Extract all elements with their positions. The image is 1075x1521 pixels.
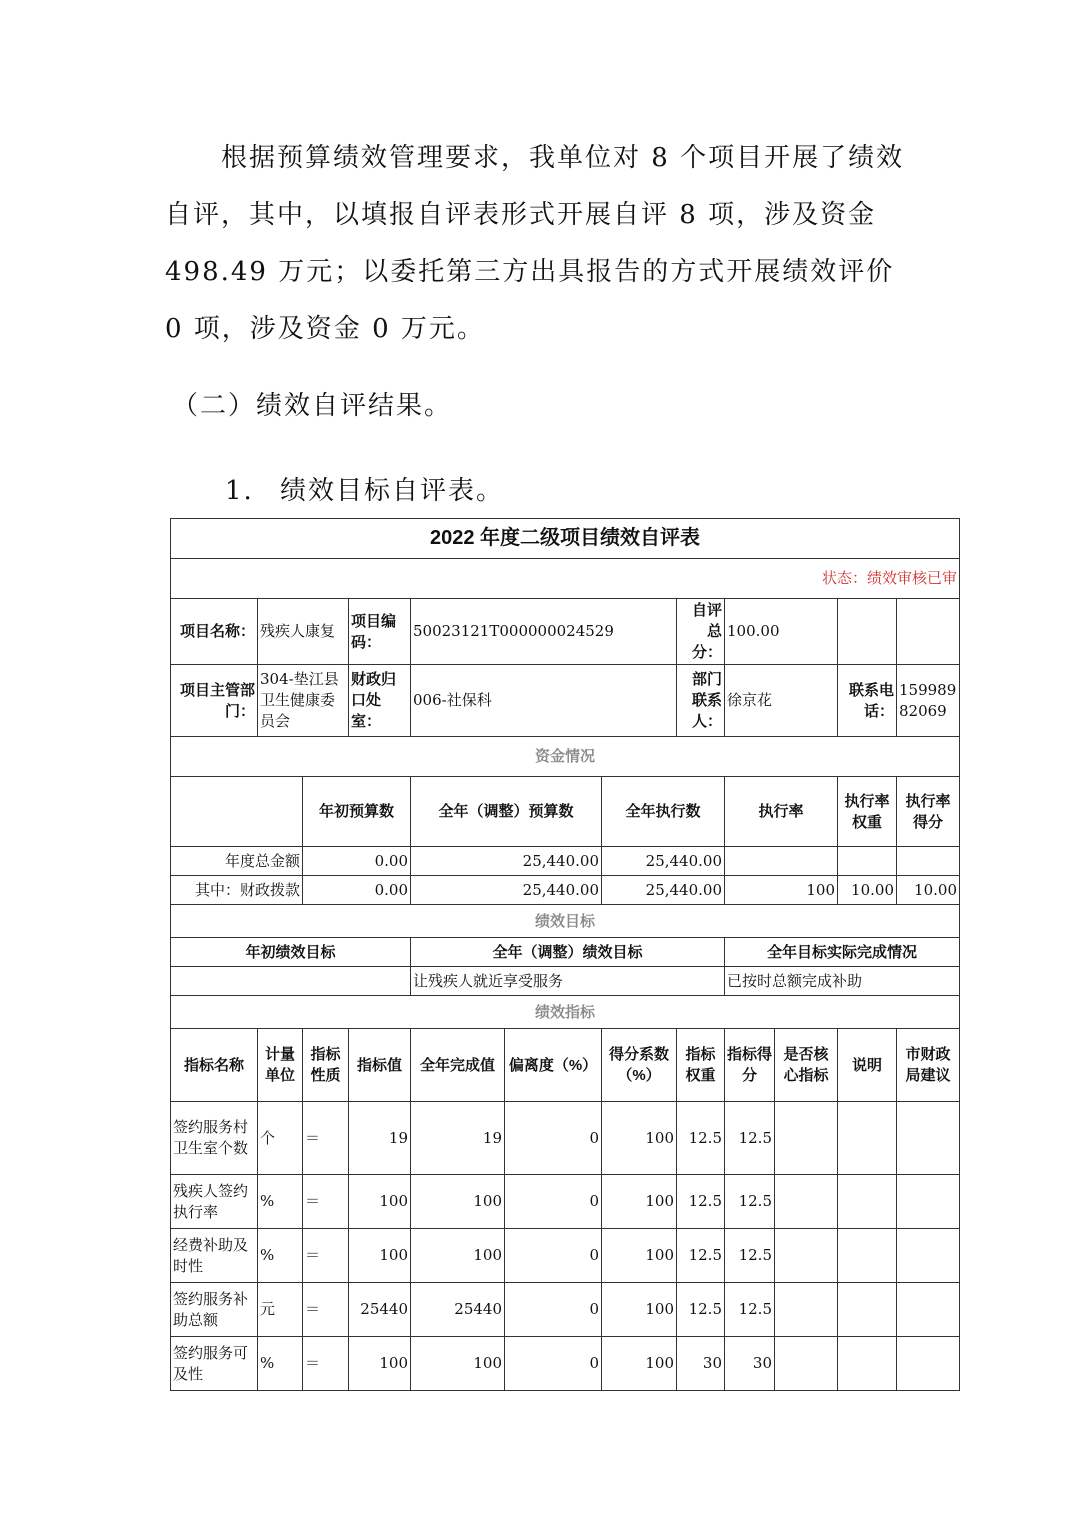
indicator-actual: 25440	[411, 1283, 505, 1337]
project-code-label: 项目编码：	[349, 599, 411, 665]
self-score-label: 自评总分：	[677, 599, 725, 665]
funds-executed: 25,440.00	[602, 847, 725, 876]
indicator-note	[838, 1102, 897, 1175]
indicator-nature: ＝	[303, 1102, 349, 1175]
indicator-advice	[897, 1175, 960, 1229]
table-row	[171, 847, 960, 876]
office-label: 财政归口处室：	[349, 665, 411, 737]
indicator-nature: ＝	[303, 1175, 349, 1229]
table-row	[171, 1337, 960, 1391]
phone-label: 联系电话：	[838, 665, 897, 737]
indicator-note	[838, 1229, 897, 1283]
section-heading: （二）绩效自评结果。	[172, 391, 453, 421]
self-score: 100.00	[725, 599, 838, 665]
indicator-header: 偏离度（%）	[505, 1029, 602, 1102]
indicator-nature: ＝	[303, 1229, 349, 1283]
funds-adjusted: 25,440.00	[411, 876, 602, 905]
empty-cell	[897, 599, 960, 665]
funds-header: 执行率得分	[897, 777, 960, 847]
indicator-actual: 19	[411, 1102, 505, 1175]
table-row	[171, 1175, 960, 1229]
indicator-header: 说明	[838, 1029, 897, 1102]
indicator-coef: 100	[602, 1337, 677, 1391]
indicator-header: 计量单位	[258, 1029, 303, 1102]
indicator-coef: 100	[602, 1229, 677, 1283]
indicator-unit: 元	[258, 1283, 303, 1337]
indicator-header: 得分系数（%）	[602, 1029, 677, 1102]
performance-evaluation-table	[170, 518, 960, 1391]
office-value: 006-社保科	[411, 665, 677, 737]
table-row	[171, 1229, 960, 1283]
indicator-core	[775, 1283, 838, 1337]
indicator-name: 经费补助及时性	[171, 1229, 258, 1283]
indicator-actual: 100	[411, 1175, 505, 1229]
indicator-deviation: 0	[505, 1229, 602, 1283]
goal-actual: 已按时总额完成补助	[725, 967, 960, 996]
indicator-deviation: 0	[505, 1283, 602, 1337]
funds-section-title: 资金情况	[171, 737, 960, 777]
indicator-unit: 个	[258, 1102, 303, 1175]
funds-header: 年初预算数	[303, 777, 411, 847]
indicator-note	[838, 1337, 897, 1391]
indicator-weight: 12.5	[677, 1229, 725, 1283]
funds-initial: 0.00	[303, 876, 411, 905]
project-name-label: 项目名称：	[171, 599, 258, 665]
funds-weight: 10.00	[838, 876, 897, 905]
indicator-coef: 100	[602, 1175, 677, 1229]
dept-value: 304-垫江县卫生健康委员会	[258, 665, 349, 737]
indicator-target: 100	[349, 1175, 411, 1229]
subsection-heading	[225, 470, 504, 507]
indicator-score: 12.5	[725, 1283, 775, 1337]
indicator-target: 100	[349, 1337, 411, 1391]
indicator-score: 12.5	[725, 1175, 775, 1229]
table-row	[171, 1102, 960, 1175]
indicator-advice	[897, 1102, 960, 1175]
indicator-note	[838, 1175, 897, 1229]
table-row	[171, 876, 960, 905]
subsection-title: 绩效目标自评表。	[280, 476, 505, 506]
indicator-unit: %	[258, 1175, 303, 1229]
project-name: 残疾人康复	[258, 599, 349, 665]
funds-header-blank	[171, 777, 303, 847]
indicator-nature: ＝	[303, 1337, 349, 1391]
dept-label: 项目主管部门：	[171, 665, 258, 737]
indicator-coef: 100	[602, 1283, 677, 1337]
project-code: 50023121T000000024529	[411, 599, 677, 665]
indicator-target: 100	[349, 1229, 411, 1283]
indicator-score: 12.5	[725, 1102, 775, 1175]
subsection-number: 1.	[225, 476, 254, 506]
funds-rate: 100	[725, 876, 838, 905]
indicator-advice	[897, 1283, 960, 1337]
indicator-deviation: 0	[505, 1175, 602, 1229]
funds-rate	[725, 847, 838, 876]
indicator-header: 是否核心指标	[775, 1029, 838, 1102]
funds-header: 执行率	[725, 777, 838, 847]
indicator-name: 签约服务可及性	[171, 1337, 258, 1391]
indicator-name: 残疾人签约执行率	[171, 1175, 258, 1229]
funds-row-label: 年度总金额	[171, 847, 303, 876]
goal-initial	[171, 967, 411, 996]
indicator-core	[775, 1337, 838, 1391]
indicator-name: 签约服务村卫生室个数	[171, 1102, 258, 1175]
indicator-core	[775, 1102, 838, 1175]
indicator-weight: 12.5	[677, 1102, 725, 1175]
indicator-coef: 100	[602, 1102, 677, 1175]
indicator-deviation: 0	[505, 1337, 602, 1391]
funds-header: 全年执行数	[602, 777, 725, 847]
indicator-header: 市财政局建议	[897, 1029, 960, 1102]
status-badge: 状态：绩效审核已审	[171, 559, 960, 599]
empty-cell	[838, 599, 897, 665]
table-title: 2022 年度二级项目绩效自评表	[171, 519, 960, 559]
indicator-nature: ＝	[303, 1283, 349, 1337]
funds-initial: 0.00	[303, 847, 411, 876]
indicator-core	[775, 1175, 838, 1229]
indicator-deviation: 0	[505, 1102, 602, 1175]
funds-score	[897, 847, 960, 876]
funds-score: 10.00	[897, 876, 960, 905]
indicator-header: 指标值	[349, 1029, 411, 1102]
indicator-header: 全年完成值	[411, 1029, 505, 1102]
indicator-weight: 12.5	[677, 1175, 725, 1229]
funds-weight	[838, 847, 897, 876]
indicator-actual: 100	[411, 1229, 505, 1283]
indicator-weight: 12.5	[677, 1283, 725, 1337]
indicator-target: 25440	[349, 1283, 411, 1337]
table-row	[171, 1283, 960, 1337]
indicator-header: 指标性质	[303, 1029, 349, 1102]
goals-section-title: 绩效目标	[171, 905, 960, 938]
indicator-target: 19	[349, 1102, 411, 1175]
indicator-advice	[897, 1337, 960, 1391]
funds-header: 执行率权重	[838, 777, 897, 847]
indicator-weight: 30	[677, 1337, 725, 1391]
indicators-section-title: 绩效指标	[171, 996, 960, 1029]
goals-header: 年初绩效目标	[171, 938, 411, 967]
contact-label: 部门联系人：	[677, 665, 725, 737]
indicator-header: 指标得分	[725, 1029, 775, 1102]
indicator-header: 指标名称	[171, 1029, 258, 1102]
indicator-score: 30	[725, 1337, 775, 1391]
contact-value: 徐京花	[725, 665, 838, 737]
goal-adjusted: 让残疾人就近享受服务	[411, 967, 725, 996]
funds-executed: 25,440.00	[602, 876, 725, 905]
indicator-unit: %	[258, 1337, 303, 1391]
intro-paragraph: 根据预算绩效管理要求，我单位对 8 个项目开展了绩效自评，其中，以填报自评表形式开展自评 8 项，涉及资金 498.49 万元；以委托第三方出具报告的方式开展绩效评价 0 项，涉及资金 0 万元。	[165, 143, 905, 344]
indicator-unit: %	[258, 1229, 303, 1283]
indicator-score: 12.5	[725, 1229, 775, 1283]
indicator-advice	[897, 1229, 960, 1283]
indicator-core	[775, 1229, 838, 1283]
goals-header: 全年（调整）绩效目标	[411, 938, 725, 967]
indicator-header: 指标权重	[677, 1029, 725, 1102]
indicator-name: 签约服务补助总额	[171, 1283, 258, 1337]
indicator-note	[838, 1283, 897, 1337]
indicator-actual: 100	[411, 1337, 505, 1391]
funds-adjusted: 25,440.00	[411, 847, 602, 876]
funds-row-label: 其中：财政拨款	[171, 876, 303, 905]
goals-header: 全年目标实际完成情况	[725, 938, 960, 967]
phone-value: 15998982069	[897, 665, 960, 737]
funds-header: 全年（调整）预算数	[411, 777, 602, 847]
